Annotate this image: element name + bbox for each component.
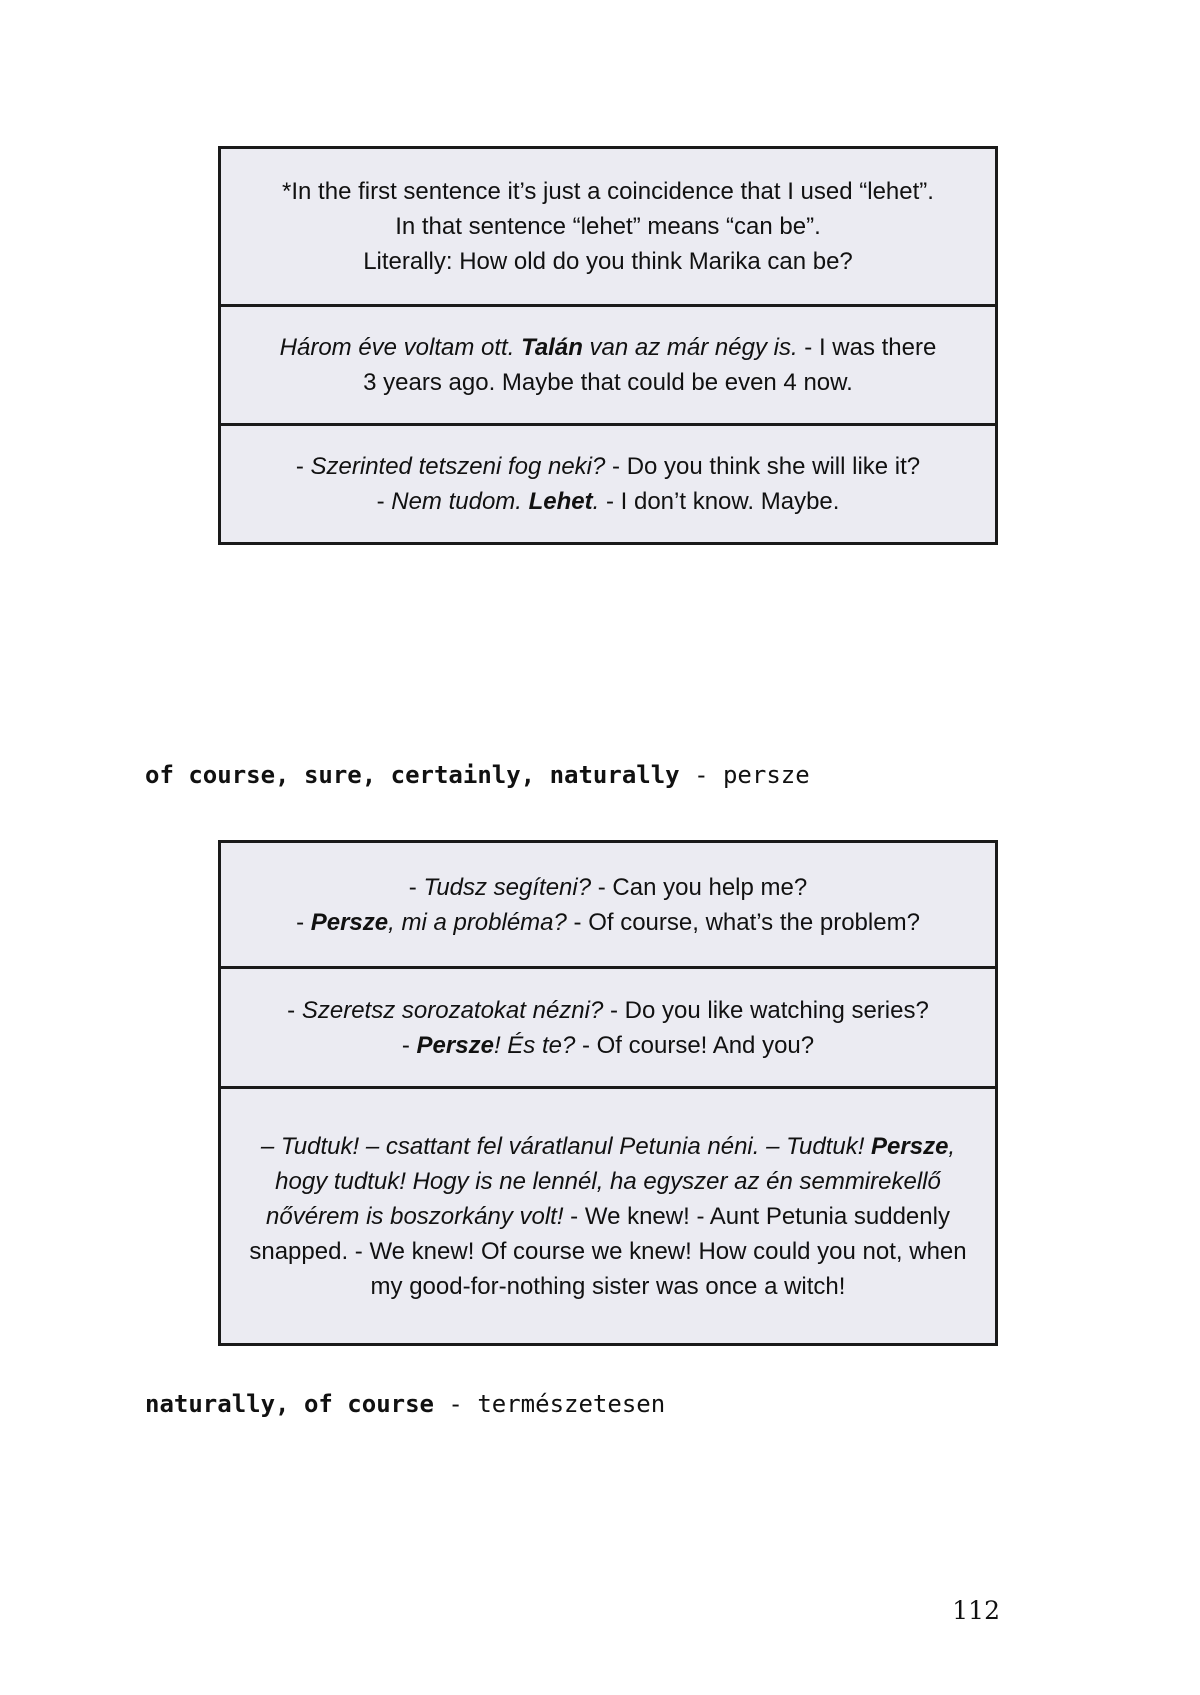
example-box-persze [218, 840, 998, 1346]
example-row [221, 843, 995, 966]
page-number: 112 [952, 1596, 1000, 1625]
example-box-lehet [218, 146, 998, 545]
example-row [221, 304, 995, 423]
example-text: - Tudsz segíteni? - Can you help me? - Persze, mi a probléma? - Of course, what’s the problem? [296, 873, 920, 936]
example-text: Három éve voltam ott. Talán van az már négy is. - I was there 3 years ago. Maybe that could be even 4 now. [279, 334, 937, 396]
vocab-heading-persze: of course, sure, certainly, naturally - persze [145, 761, 810, 789]
example-text: – Tudtuk! – csattant fel váratlanul Petunia néni. – Tudtuk! Persze, hogy tudtuk! Hogy is ne lennél, ha egyszer az én semmirekellő nővérem is boszorkány volt! - We knew! - Aunt Petunia suddenly snapped. - We knew! Of course we knew! How could you not, when my good-for-nothing sister was once a witch! [249, 1132, 967, 1300]
example-text: - Szeretsz sorozatokat nézni? - Do you like watching series? - Persze! És te? - Of course! And you? [287, 996, 929, 1059]
example-row [221, 423, 995, 542]
example-row [221, 1086, 995, 1343]
example-row [221, 149, 995, 304]
note-text: *In the first sentence it’s just a coincidence that I used “lehet”. In that sentence “lehet” means “can be”. Literally: How old do you think Marika can be? [282, 178, 934, 275]
example-row [221, 966, 995, 1086]
vocab-heading-termeszetesen: naturally, of course - természetesen [145, 1390, 666, 1418]
example-text: - Szerinted tetszeni fog neki? - Do you think she will like it? - Nem tudom. Lehet. - I don’t know. Maybe. [295, 453, 921, 515]
